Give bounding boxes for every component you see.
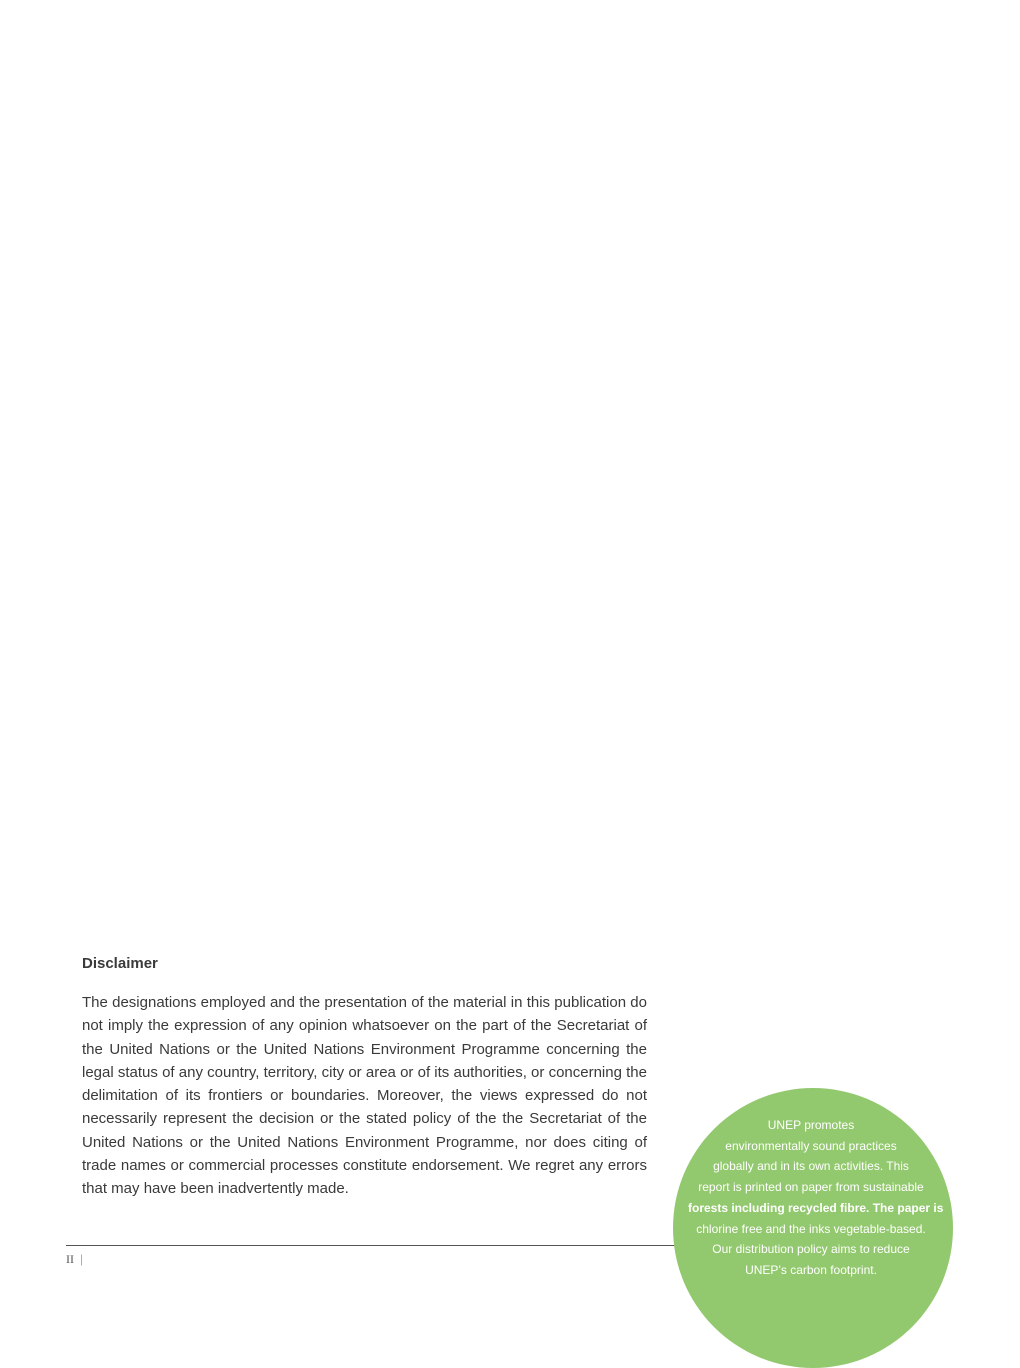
eco-statement-line: UNEP’s carbon footprint. (745, 1262, 877, 1277)
disclaimer-text: The designations employed and the presentation of the material in this publication do not imply the expression of any opinion whatsoever on the part of the Secretariat of the United Nations or the United Nations Environment Programme concerning the legal status of any country, territory, city or area or of its authorities, or concerning the delimitation of its frontiers or boundaries. Moreover, the views expressed do not necessarily represent the decision or the stated policy of the the Secretariat of the United Nations or the United Nations Environment Programme, nor does citing of trade names or commercial processes constitute endorsement. We regret any errors that may have been inadvertently made. (82, 994, 647, 1198)
eco-statement-line: report is printed on paper from sustainable (698, 1180, 924, 1195)
eco-statement-line: environmentally sound practices (725, 1138, 897, 1153)
eco-statement-line: Our distribution policy aims to reduce (712, 1242, 910, 1257)
page-number-separator: | (80, 1252, 84, 1266)
eco-statement-text (688, 1115, 944, 1281)
eco-statement-line: forests including recycled fibre. The paper is (688, 1200, 944, 1215)
eco-statement-line: globally and in its own activities. This (713, 1159, 909, 1174)
footer-divider (66, 1245, 686, 1246)
eco-statement-line: chlorine free and the inks vegetable-based. (696, 1221, 926, 1236)
disclaimer-heading: Disclaimer (82, 955, 158, 972)
eco-statement-line: UNEP promotes (767, 1118, 855, 1132)
page-number: II (66, 1252, 74, 1266)
